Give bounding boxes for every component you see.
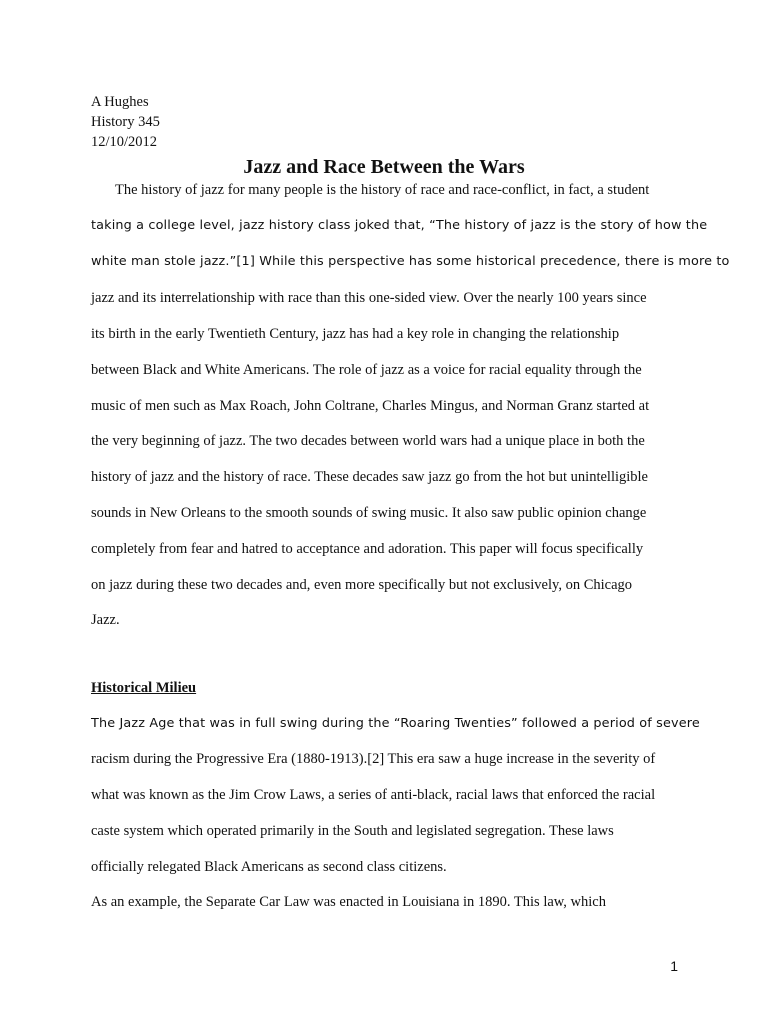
section-line-6: As an example, the Separate Car Law was enacted in Louisiana in 1890. This law, which — [91, 894, 606, 910]
intro-line-9: history of jazz and the history of race. These decades saw jazz go from the hot but unintelligible — [91, 469, 648, 485]
course-name: History 345 — [91, 114, 160, 130]
author-name: A Hughes — [91, 94, 149, 110]
section-line-2: racism during the Progressive Era (1880-1913).[2] This era saw a huge increase in the severity of — [91, 751, 656, 767]
author-header — [91, 92, 160, 152]
section-line-5: officially relegated Black Americans as second class citizens. — [91, 859, 447, 875]
section-line-4: caste system which operated primarily in the South and legislated segregation. These laws — [91, 823, 614, 839]
document-title: Jazz and Race Between the Wars — [243, 156, 525, 178]
page-number: 1 — [670, 958, 678, 974]
section-heading: Historical Milieu — [91, 680, 197, 696]
section-line-3: what was known as the Jim Crow Laws, a series of anti-black, racial laws that enforced the racial — [91, 787, 656, 803]
intro-line-2: taking a college level, jazz history class joked that, “The history of jazz is the story of how the — [91, 218, 708, 233]
intro-line-7: music of men such as Max Roach, John Coltrane, Charles Mingus, and Norman Granz started at — [91, 398, 650, 414]
intro-line-5: its birth in the early Twentieth Century, jazz has had a key role in changing the relationship — [91, 326, 620, 342]
intro-line-12: on jazz during these two decades and, even more specifically but not exclusively, on Chicago — [91, 577, 633, 593]
intro-line-11: completely from fear and hatred to acceptance and adoration. This paper will focus specifically — [91, 541, 644, 557]
intro-line-10: sounds in New Orleans to the smooth sounds of swing music. It also saw public opinion change — [91, 505, 647, 521]
intro-line-13: Jazz. — [91, 612, 120, 628]
intro-line-8: the very beginning of jazz. The two decades between world wars had a unique place in both the — [91, 433, 645, 449]
intro-line-3: white man stole jazz.”[1] While this perspective has some historical precedence, there is more to — [91, 254, 730, 269]
document-date: 12/10/2012 — [91, 134, 158, 150]
intro-line-6: between Black and White Americans. The role of jazz as a voice for racial equality through the — [91, 362, 642, 378]
section-line-1: The Jazz Age that was in full swing during the “Roaring Twenties” followed a period of severe — [91, 716, 700, 731]
intro-line-1: The history of jazz for many people is the history of race and race-conflict, in fact, a student — [115, 182, 650, 198]
intro-line-4: jazz and its interrelationship with race than this one-sided view. Over the nearly 100 years since — [91, 290, 647, 306]
